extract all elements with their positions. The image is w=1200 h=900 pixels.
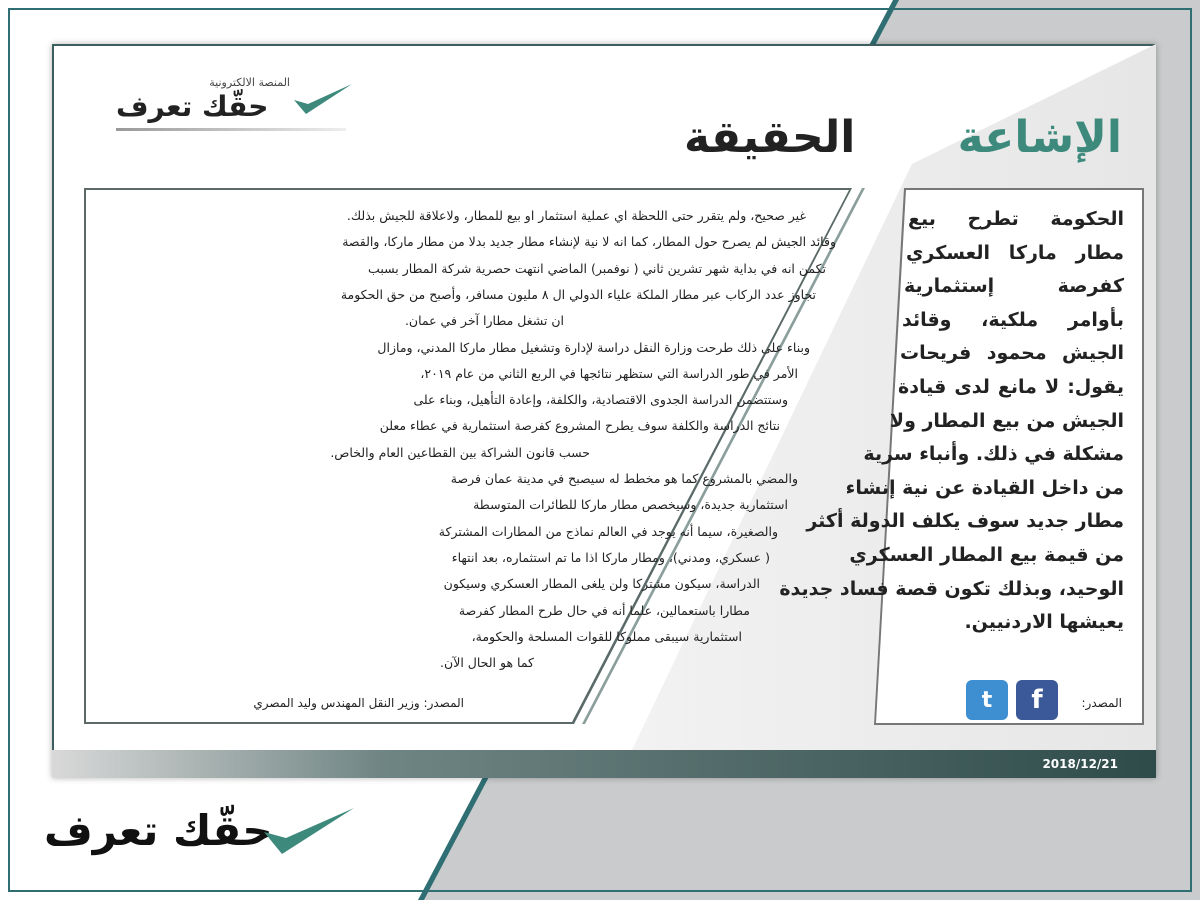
fact-line: ان تشغل مطارا آخر في عمان.	[404, 313, 564, 329]
fact-line: نتائج الدراسة والكلفة سوف يطرح المشروع كفرصة استثمارية في عطاء معلن	[379, 418, 780, 434]
date: 2018/12/21	[1042, 757, 1118, 771]
rumor-line: مطار جديد سوف يكلف الدولة أكثر	[806, 510, 1124, 533]
fact-line: كما هو الحال الآن.	[440, 655, 534, 671]
fact-line: مطارا باستعمالين، علما أنه في حال طرح المطار كفرصة	[458, 602, 750, 618]
rumor-line: بأوامر ملكية، وقائد	[902, 308, 1124, 331]
rumor-line: من داخل القيادة عن نية إنشاء	[845, 476, 1124, 499]
rumor-source-label: المصدر:	[1081, 696, 1122, 710]
rumor-line: كفرصة إستثمارية	[904, 275, 1124, 298]
rumor-line: الجيش من بيع المطار ولا	[889, 409, 1124, 432]
rumor-line: مطار ماركا العسكري	[906, 241, 1124, 264]
rumor-line: الحكومة تطرح بيع	[908, 208, 1124, 230]
fact-line: تجاوز عدد الركاب عبر مطار الملكة علياء الدولي ال ٨ مليون مسافر، وأصبح من حق الحكومة	[340, 286, 816, 302]
fact-line: غير صحيح، ولم يتقرر حتى اللحظة اي عملية استثمار او بيع للمطار، ولاعلاقة للجيش بذلك.	[346, 208, 806, 223]
fact-line: وستتضمن الدراسة الجدوى الاقتصادية، والكلفة، وإعادة التأهيل، وبناء على	[413, 392, 788, 408]
brand-logo-bottom: حقّك تعرف	[44, 806, 273, 855]
checkmark-icon	[262, 806, 356, 856]
rumor-line: يعيشها الاردنيين.	[964, 611, 1124, 634]
fact-line: حسب قانون الشراكة بين القطاعين العام والخاص.	[330, 444, 590, 460]
checkmark-icon	[292, 82, 354, 116]
logo-underline	[116, 128, 346, 131]
brand-subtitle: المنصة الالكترونية	[209, 76, 290, 89]
fact-line: والمضي بالمشروع كما هو مخطط له سيصبح في مدينة عمان فرصة	[450, 471, 798, 486]
fact-line: وبناء على ذلك طرحت وزارة النقل دراسة لإدارة وتشغيل مطار ماركا المدني، ومازال	[377, 339, 810, 355]
rumor-heading: الإشاعة	[957, 112, 1122, 163]
fact-line: الأمر في طور الدراسة التي ستظهر نتائجها في الربع الثاني من عام ٢٠١٩،	[420, 365, 798, 381]
fact-line: ( عسكري، ومدني)، ومطار ماركا اذا ما تم استثماره، بعد انتهاء	[451, 549, 770, 565]
fact-heading: الحقيقة	[684, 112, 856, 163]
twitter-icon[interactable]: t	[966, 680, 1008, 720]
rumor-line: الوحيد، وبذلك تكون قصة فساد جديدة	[779, 577, 1124, 600]
fact-line: استثمارية جديدة، وسيخصص مطار ماركا للطائرات المتوسطة	[473, 497, 788, 513]
rumor-line: يقول: لا مانع لدى قيادة	[898, 376, 1124, 398]
fact-line: استثمارية سيبقى مملوكا للقوات المسلحة والحكومة،	[471, 628, 742, 644]
rumor-line: الجيش محمود فريحات	[900, 342, 1124, 365]
bottom-bar	[52, 750, 1156, 778]
facebook-icon[interactable]: f	[1016, 680, 1058, 720]
fact-source: المصدر: وزير النقل المهندس وليد المصري	[253, 696, 464, 710]
fact-line: تكمن انه في بداية شهر تشرين ثاني ( نوفمبر) الماضي انتهت حصرية شركة المطار بسبب	[368, 260, 826, 276]
rumor-line: من قيمة بيع المطار العسكري	[849, 544, 1124, 566]
brand-logo-top	[112, 76, 352, 136]
fact-line: الدراسة، سيكون مشتركا ولن يلغى المطار العسكري وسيكون	[443, 576, 760, 592]
brand-name: حقّك تعرف	[116, 90, 269, 123]
fact-line: وقائد الجيش لم يصرح حول المطار، كما انه لا نية لإنشاء مطار جديد بدلا من مطار ماركا، والقصة	[342, 234, 836, 250]
fact-line: والصغيرة، سيما أنه يوجد في العالم نماذج من المطارات المشتركة	[438, 523, 778, 539]
rumor-line: مشكلة في ذلك. وأنباء سرية	[863, 443, 1124, 466]
